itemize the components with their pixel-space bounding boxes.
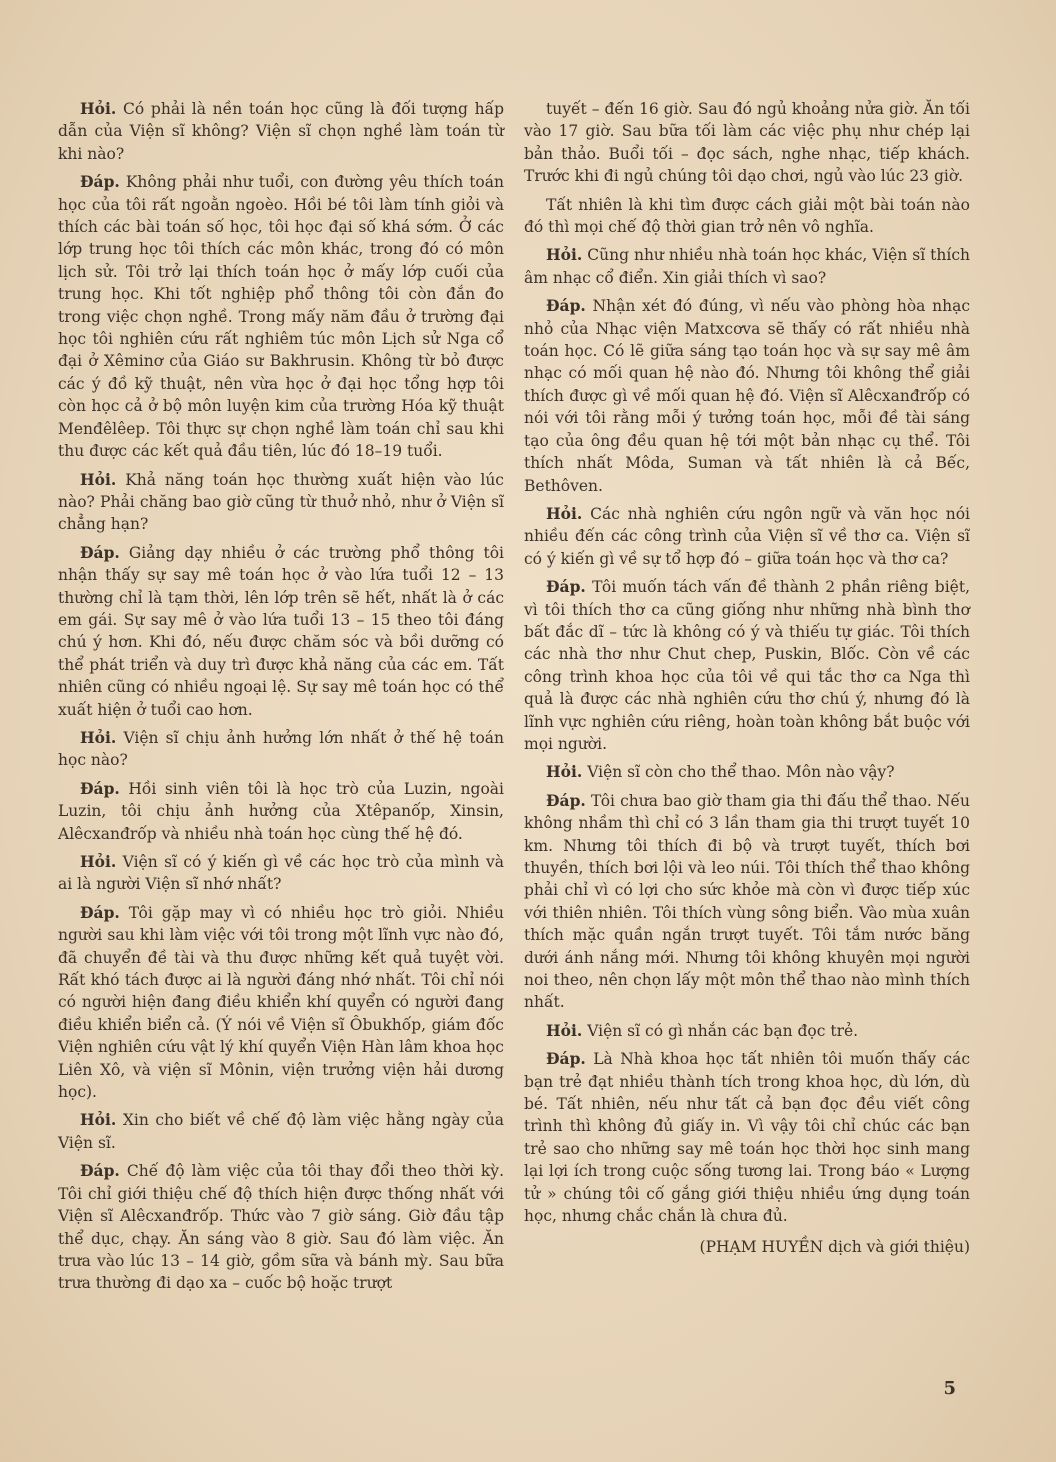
paragraph-text: Nhận xét đó đúng, vì nếu vào phòng hòa nhạc nhỏ của Nhạc viện Matxcơva sẽ thấy có rất nhiều nhà toán học. Có lẽ giữa sáng tạo toán học và sự say mê âm nhạc có mối quan hệ nào đó. Nhưng tôi không thể giải thích được gì về mối quan hệ đó. Viện sĩ Alêcxanđrốp có nói với tôi rằng mỗi ý tưởng toán học, mỗi đề tài sáng tạo của ông đều quan hệ tới một bản nhạc cụ thể. Tôi thích nhất Môda, Suman và tất nhiên là cả Bếc, Bethôven. <box>524 297 970 495</box>
paragraph-text: Tôi muốn tách vấn đề thành 2 phần riêng biệt, vì tôi thích thơ ca cũng giống như những nhà bình thơ bất đắc dĩ – tức là không có ý và thiếu tự giác. Tôi thích các nhà thơ như Chut chep, Puskin, Blốc. Còn về các công trình khoa học của tôi về qui tắc thơ ca Nga thì quả là được các nhà nghiên cứu thơ chú ý, nhưng đó là lĩnh vực nghiên cứu riêng, hoàn toàn không bắt buộc với mọi người. <box>524 578 970 753</box>
paragraph <box>58 542 504 721</box>
paragraph <box>58 1160 504 1294</box>
paragraph-text: Tôi gặp may vì có nhiều học trò giỏi. Nhiều người sau khi làm việc với tôi trong một lĩnh vực nào đó, đã chuyển đề tài và thu được những kết quả tuyệt vời. Rất khó tách được ai là người đáng nhớ nhất. Tôi chỉ nói có người hiện đang điều khiển khí quyển có người đang điều khiển biển cả. (Ý nói về Viện sĩ Ôbukhốp, giám đốc Viện nghiên cứu vật lý khí quyển Viện Hàn lâm khoa học Liên Xô, và viện sĩ Mônin, viện trưởng viện hải dương học). <box>58 903 504 1102</box>
paragraph-text: Chế độ làm việc của tôi thay đổi theo thời kỳ. Tôi chỉ giới thiệu chế độ thích hiện được thống nhất với Viện sĩ Alêcxanđrốp. Thức vào 7 giờ sáng. Giờ đầu tập thể dục, chạy. Ăn sáng vào 8 giờ. Sau đó làm việc. Ăn trưa vào lúc 13 – 14 giờ, gồm sữa và bánh mỳ. Sau bữa trưa thường đi dạo xa – cuốc bộ hoặc trượt <box>58 1162 504 1293</box>
question-label: Hỏi. <box>546 762 583 782</box>
answer-label: Đáp. <box>546 296 586 316</box>
translator-signature: (PHẠM HUYỀN dịch và giới thiệu) <box>699 1237 970 1256</box>
paragraph <box>58 851 504 896</box>
answer-label: Đáp. <box>80 902 120 922</box>
paragraph-text: Viện sĩ còn cho thể thao. Môn nào vậy? <box>587 763 895 782</box>
paragraph <box>58 98 504 165</box>
paragraph-text: Cũng như nhiều nhà toán học khác, Viện sĩ thích âm nhạc cổ điển. Xin giải thích vì sao? <box>524 246 970 287</box>
question-label: Hỏi. <box>546 503 583 523</box>
paragraph-text: Tất nhiên là khi tìm được cách giải một bài toán nào đó thì mọi chế độ thời gian trở nên vô nghĩa. <box>524 195 970 237</box>
paragraph-text: Xin cho biết về chế độ làm việc hằng ngày của Viện sĩ. <box>58 1111 504 1152</box>
paragraph <box>524 194 970 239</box>
page-number: 5 <box>943 1378 956 1399</box>
right-column <box>524 98 970 1264</box>
question-label: Hỏi. <box>80 469 117 489</box>
paragraph <box>58 778 504 845</box>
question-label: Hỏi. <box>80 727 117 747</box>
paragraph <box>524 1048 970 1227</box>
paragraph-text: Viện sĩ chịu ảnh hưởng lớn nhất ở thế hệ toán học nào? <box>58 728 504 770</box>
answer-label: Đáp. <box>80 542 120 562</box>
paragraph-text: Tôi chưa bao giờ tham gia thi đấu thể thao. Nếu không nhầm thì chỉ có 3 lần tham gia thi trượt tuyết 10 km. Nhưng tôi thích đi bộ và trượt tuyết, thích bơi thuyền, thích bơi lội và leo núi. Tôi thích thể thao không phải chỉ vì có lợi cho sức khỏe mà còn vì được tiếp xúc với thiên nhiên. Tôi thích vùng sông biển. Vào mùa xuân thích mặc quần ngắn trượt tuyết. Tôi tắm nước băng dưới ánh nắng mới. Nhưng tôi không khuyên mọi người noi theo, nên chọn lấy một môn thể thao nào mình thích nhất. <box>524 791 970 1012</box>
answer-label: Đáp. <box>80 778 120 798</box>
paragraph <box>524 1020 970 1042</box>
paragraph <box>58 902 504 1104</box>
left-column <box>58 98 504 1301</box>
paragraph-text: Không phải như tuổi, con đường yêu thích toán học của tôi rất ngoằn ngoèo. Hồi bé tôi làm tính giỏi và thích các bài toán số học, tôi học đại số khá sớm. Ở các lớp trung học tôi thích các môn khác, trong đó có môn lịch sử. Tôi trở lại thích toán học ở mấy lớp cuối của trung học. Khi tốt nghiệp phổ thông tôi còn đắn đo trong việc chọn nghề. Trong mấy năm đầu ở trường đại học tôi nghiên cứu rất nghiêm túc môn Lịch sử Nga cổ đại ở Xêminơ của Giáo sư Bakhrusin. Không từ bỏ được các ý đồ kỹ thuật, nên vừa học ở đại học tổng hợp tôi còn học cả ở bộ môn luyện kim của trường Hóa kỹ thuật Menđêlêep. Tôi thực sự chọn nghề làm toán chỉ sau khi thu được các kết quả đầu tiên, lúc đó 18–19 tuổi. <box>58 173 504 461</box>
paragraph-text: Viện sĩ có ý kiến gì về các học trò của mình và ai là người Viện sĩ nhớ nhất? <box>58 853 504 894</box>
paragraph <box>524 244 970 289</box>
answer-label: Đáp. <box>546 1049 586 1069</box>
answer-label: Đáp. <box>80 1161 120 1181</box>
answer-label: Đáp. <box>546 577 586 597</box>
paragraph-text: Các nhà nghiên cứu ngôn ngữ và văn học nói nhiều đến các công trình của Viện sĩ về thơ ca. Viện sĩ có ý kiến gì về sự tổ hợp đó – giữa toán học và thơ ca? <box>524 504 970 568</box>
paragraph <box>524 503 970 570</box>
question-label: Hỏi. <box>80 99 117 118</box>
paragraph-text: Có phải là nền toán học cũng là đối tượng hấp dẫn của Viện sĩ không? Viện sĩ chọn nghề làm toán từ khi nào? <box>58 100 504 163</box>
paragraph <box>524 98 970 188</box>
answer-label: Đáp. <box>80 172 120 192</box>
paragraph <box>524 761 970 783</box>
question-label: Hỏi. <box>546 1020 583 1040</box>
question-label: Hỏi. <box>80 1110 117 1130</box>
paragraph-text: Khả năng toán học thường xuất hiện vào lúc nào? Phải chăng bao giờ cũng từ thuở nhỏ, như ở Viện sĩ chẳng hạn? <box>58 470 504 534</box>
paragraph <box>58 469 504 536</box>
paragraph <box>58 727 504 772</box>
paragraph-text: tuyết – đến 16 giờ. Sau đó ngủ khoảng nửa giờ. Ăn tối vào 17 giờ. Sau bữa tối làm các việc phụ như chép lại bản thảo. Buổi tối – đọc sách, nghe nhạc, tiếp khách. Trước khi đi ngủ chúng tôi dạo chơi, ngủ vào lúc 23 giờ. <box>524 100 970 186</box>
paragraph-text: Viện sĩ có gì nhắn các bạn đọc trẻ. <box>587 1021 859 1040</box>
paragraph <box>58 1109 504 1154</box>
paragraph-text: Giảng dạy nhiều ở các trường phổ thông tôi nhận thấy sự say mê toán học ở vào lứa tuổi 12 – 13 thường chỉ là tạm thời, lên lớp trên sẽ hết, nhất là ở các em gái. Sự say mê ở vào lứa tuổi 13 – 15 theo tôi đáng chú ý hơn. Khi đó, nếu được chăm sóc và bồi dưỡng có thể phát triển và duy trì được khả năng của các em. Tất nhiên cũng có nhiều ngoại lệ. Sự say mê toán học có thể xuất hiện ở tuổi cao hơn. <box>58 543 504 719</box>
paragraph-text: Là Nhà khoa học tất nhiên tôi muốn thấy các bạn trẻ đạt nhiều thành tích trong khoa học, dù lớn, dù bé. Tất nhiên, nếu như tất cả bạn đọc đều viết công trình thì không đủ giấy in. Vì vậy tôi chỉ chúc các bạn trẻ sao cho những say mê toán học thời học sinh mang lại lợi ích trong cuộc sống tương lai. Trong báo « Lượng tử » chúng tôi cố gắng giới thiệu nhiều ứng dụng toán học, nhưng chắc chắn là chưa đủ. <box>524 1050 970 1226</box>
paragraph <box>524 790 970 1014</box>
paragraph-text: Hồi sinh viên tôi là học trò của Luzin, ngoài Luzin, tôi chịu ảnh hưởng của Xtêpanốp, Xinsin, Alêcxanđrốp và nhiều nhà toán học cùng thế hệ đó. <box>58 779 504 843</box>
paragraph <box>58 171 504 462</box>
paragraph <box>524 295 970 497</box>
paragraph <box>524 576 970 755</box>
answer-label: Đáp. <box>546 790 586 810</box>
question-label: Hỏi. <box>546 245 583 265</box>
question-label: Hỏi. <box>80 852 117 871</box>
